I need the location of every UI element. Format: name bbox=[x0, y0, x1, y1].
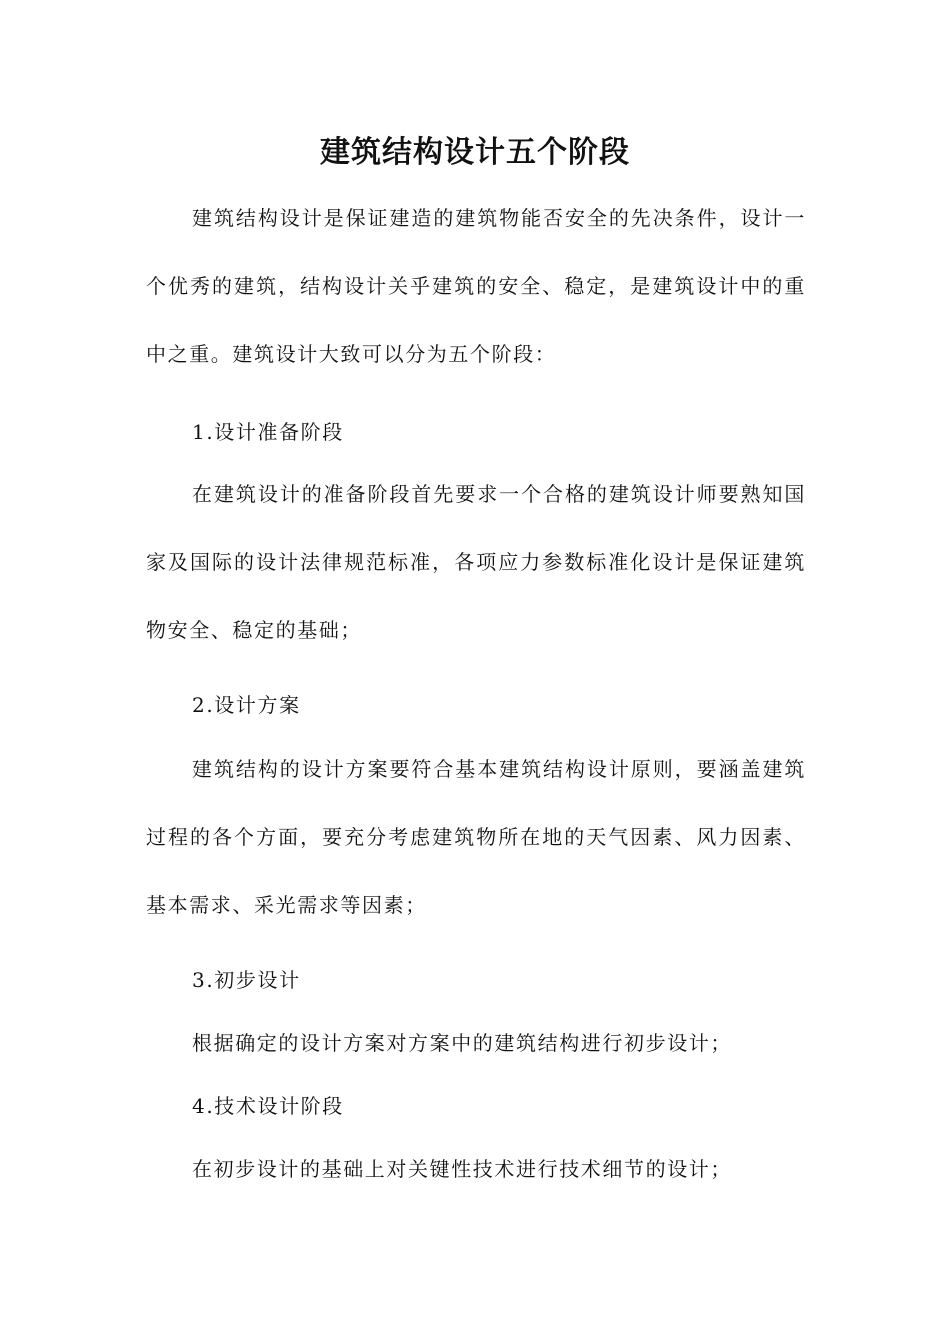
section-paragraph-2: 建筑结构的设计方案要符合基本建筑结构设计原则，要涵盖建筑过程的各个方面，要充分考虑建筑物所在地的天气因素、风力因素、基本需求、采光需求等因素； bbox=[146, 757, 806, 917]
intro-paragraph: 建筑结构设计是保证建造的建筑物能否安全的先决条件，设计一个优秀的建筑，结构设计关乎建筑的安全、稳定，是建筑设计中的重中之重。建筑设计大致可以分为五个阶段： bbox=[146, 206, 806, 366]
section-paragraph-4: 在初步设计的基础上对关键性技术进行技术细节的设计； bbox=[192, 1157, 732, 1181]
section-paragraph-1: 在建筑设计的准备阶段首先要求一个合格的建筑设计师要熟知国家及国际的设计法律规范标准，各项应力参数标准化设计是保证建筑物安全、稳定的基础； bbox=[146, 482, 806, 642]
section-heading-3: 3.初步设计 bbox=[192, 968, 301, 992]
document-title: 建筑结构设计五个阶段 bbox=[320, 135, 630, 170]
section-heading-4: 4.技术设计阶段 bbox=[192, 1094, 344, 1118]
section-heading-2: 2.设计方案 bbox=[192, 693, 301, 717]
section-paragraph-3: 根据确定的设计方案对方案中的建筑结构进行初步设计； bbox=[192, 1031, 732, 1055]
section-heading-1: 1.设计准备阶段 bbox=[192, 420, 344, 444]
